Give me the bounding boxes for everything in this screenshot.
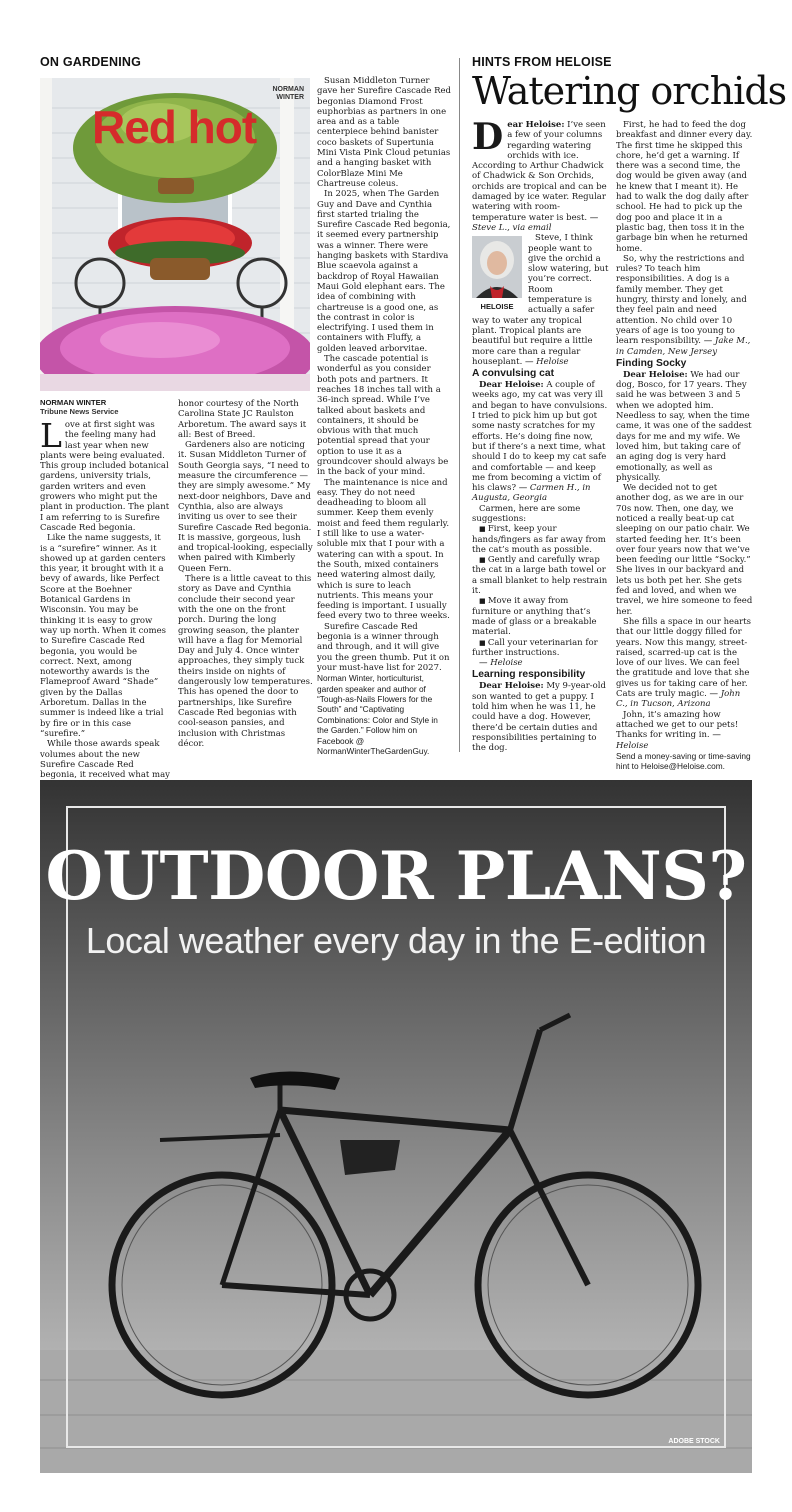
bullet-item: ■ Move it away from furniture or anything that’s made of glass or a breakable material. [472, 596, 609, 637]
paragraph: The cascade potential is wonderful as you consider both pots and partners. It reaches 18 inches tall with a 36-inch spread. While I’ve talked about baskets and containers, it should be obvious with that much potential spread that your option to use it as a groundcover should always be in the back of your mind. [317, 354, 449, 478]
send-hint-note: Send a money-saving or time-saving hint to Heloise@Heloise.com. [616, 750, 751, 772]
bullet-item: ■ First, keep your hands/fingers as far away from the cat’s mouth as possible. [472, 524, 609, 555]
paragraph: Dear Heloise: My 9-year-old son wanted to get a puppy. I told him when he was 11, he could have a dog. However, there’d be certain duties and responsibilities pertaining to the dog. [472, 681, 606, 754]
paragraph: Steve, I think people want to give the orchid a slow watering, but you’re correct. Room temperature is actually a safer way to water any tropical plant. Tropical plants are beautiful but require a little more care than a regular houseplant. — Heloise [472, 233, 609, 367]
heloise-column-2 [616, 120, 753, 772]
drop-cap: L [40, 416, 62, 455]
photo-credit: NORMAN WINTER [272, 86, 304, 101]
paragraph: John, it’s amazing how attached we get to our pets! Thanks for writing in. — Heloise [616, 709, 739, 751]
paragraph: She fills a space in our hearts that our little doggy filled for years. Now this mangy, street-raised, scarred-up cat is the love of our lives. We can feel the gratitude and love that she gives us for taking care of her. Cats are truly magic. — John C., in Tucson, Arizona [616, 616, 751, 710]
author-bio: Norman Winter, horticulturist, garden speaker and author of “Tough-as-Nails Flowers for the South” and “Captivating Combinations: Color and Style in the Garden.” Follow him on Facebook @ NormanWinterTheGardenGuy. [317, 673, 438, 757]
paragraph: While those awards speak volumes about the new Surefire Cascade Red begonia, it received what may [40, 739, 170, 781]
paragraph: Love at first sight was the feeling many had last year when new plants were being evaluated. This group included botanical gardens, university trials, garden writers and even growers who might put the plant in production. The plant I am referring to is Surefire Cascade Red begonia. [40, 416, 170, 533]
ad-subhead: Local weather every day in the E-edition [85, 920, 707, 961]
paragraph: We decided not to get another dog, as we are in our 70s now. Then, one day, we noticed a really beat-up cat sleeping on our patio chair. We started feeding her. It’s been over four years now that we’ve been feeding our little “Socky.” She lives in our backyard and lets us both pet her. She gets fed and loved, and when we travel, we hire someone to feed her. [616, 483, 753, 617]
article-title: Watering orchids [472, 69, 787, 113]
bullet-item: ■ Call your veterinarian for further instructions. [472, 638, 609, 659]
gardening-column-3 [317, 76, 451, 756]
paragraph: There is a little caveat to this story as Dave and Cynthia conclude their second year with the one on the front porch. During the long growing season, the planter will have a flag for Memorial Day and July 4. Once winter approaches, they simply tuck theirs inside on nights of dangerously low temperatures. This has opened the door to partnerships, like Surefire Cascade Red begonias with cool-season pansies, and inclusion with Christmas décor. [178, 574, 313, 749]
paragraph: Dear Heloise: I’ve seen a few of your columns regarding watering orchids with ice. According to Arthur Chadwick of Chadwick & Son Orchids, orchids are tropical and can be damaged by ice water. Regular watering with room-temperature water is best. — Steve L., via email [472, 116, 607, 233]
begonia-photo [40, 78, 310, 391]
paragraph: Gardeners also are noticing it. Susan Middleton Turner of South Georgia says, “I need to measure the circumference — they are simply awesome.” My next-door neighbors, Dave and Cynthia, also are always inviting us over to see their Surefire Cascade Red begonia. It is massive, gorgeous, lush and tropical-looking, especially when paired with Kimberly Queen Fern. [178, 440, 313, 574]
paragraph: Dear Heloise: We had our dog, Bosco, for 17 years. They said he was between 3 and 5 when we adopted him. Needless to say, when the time came, it was one of the saddest days for me and my wife. We loved him, but taking care of an aging dog is very hard emotionally, as well as physically. [616, 369, 752, 483]
heloise-portrait [472, 236, 522, 312]
byline-name: NORMAN WINTER [40, 398, 107, 407]
signature: — Heloise [479, 658, 523, 669]
gardening-column-2 [178, 399, 313, 749]
paragraph: So, why the restrictions and rules? To teach him responsibilities. A dog is a family member. They get hungry, thirsty and lonely, and they feel pain and need attention. No child over 10 years of age is too young to learn responsibility. — Jake M., in Camden, New Jersey [616, 253, 751, 357]
section-kicker-gardening: ON GARDENING [40, 55, 142, 69]
e-edition-weather-ad[interactable] [40, 780, 752, 1473]
paragraph: First, he had to feed the dog breakfast and dinner every day. The first time he skipped this chore, he’d get a warning. If there was a second time, the dog would be given away (and he knew that I meant it). He had to walk the dog daily after school. He had to pick up the dog poo and place it in a plastic bag, then toss it in the garbage bin when he returned home. [616, 120, 753, 254]
drop-cap: D [472, 116, 504, 158]
ad-headline: OUTDOOR PLANS? [45, 837, 747, 915]
paragraph: The maintenance is nice and easy. They do not need deadheading to bloom all summer. Keep them evenly moist and feed them regularly. I still like to use a water-soluble mix that I pour with a watering can with a spout. In the South, mixed containers need watering almost daily, which is sure to leach nutrients. This means your feeding is important. I usually feed every two to three weeks. [317, 477, 450, 622]
paragraph: honor courtesy of the North Carolina State JC Raulston Arboretum. The award says it all: Best of Breed. [178, 399, 307, 440]
portrait-caption: HELOISE [480, 302, 514, 312]
gardening-column-1 [40, 416, 170, 791]
paragraph: Susan Middleton Turner gave her Surefire Cascade Red begonias Diamond Frost euphorbias as partners in one area and as a table centerpiece behind banister coco baskets of Supertunia Mini Vista Pink Cloud petunias and a hanging basket with ColorBlaze Mini Me Chartreuse coleus. [317, 76, 451, 189]
ad-photo-credit: ADOBE STOCK [668, 1438, 720, 1445]
bullet-item: ■ Gently and carefully wrap the cat in a large bath towel or a small blanket to help restrain it. [472, 555, 609, 596]
photo-headline: Red hot [92, 101, 257, 153]
section-kicker-heloise: HINTS FROM HELOISE [472, 55, 612, 69]
subhead: A convulsing cat [472, 368, 555, 380]
paragraph: Dear Heloise: A couple of weeks ago, my cat was very ill and began to have convulsions. I tried to pick him up but got some nasty scratches for my efforts. He’s doing fine now, but if there’s a next time, what should I do to keep my cat safe and comfortable — and keep me from becoming a victim of his claws? — Carmen H., in Augusta, Georgia [472, 380, 608, 504]
paragraph: In 2025, when The Garden Guy and Dave and Cynthia first started trialing the Surefire Cascade Red begonia, it seemed every partnership was a winner. There were hanging baskets with Stardiva Blue scaevola against a backdrop of Royal Hawaiian Maui Gold elephant ears. The idea of combining with chartreuse is a good one, as the contrast in color is electrifying. I used them in containers with Fluffy, a golden leaved arborvitae. [317, 189, 451, 354]
byline-org: Tribune News Service [40, 407, 119, 416]
byline [40, 398, 200, 416]
subhead: Learning responsibility [472, 669, 586, 681]
paragraph: Like the name suggests, it is a “surefire” winner. As it showed up at garden centers this year, it brought with it a bevy of awards, like Perfect Score at the Boehner Botanical Gardens in Wisconsin. You may be thinking it is easy to grow way up north. When it comes to Surefire Cascade Red begonia, you would be correct. Next, among noteworthy awards is the Flameproof Award “Shade” given by the Dallas Arboretum. Dallas in the summer is indeed like a trial by fire or in this case “surefire.” [40, 533, 166, 739]
subhead: Finding Socky [616, 357, 687, 369]
paragraph: Surefire Cascade Red begonia is a winner through and through, and it will give you the green thumb. Put it on your must-have list for 2027. [317, 621, 450, 673]
heloise-column-1 [472, 116, 609, 754]
paragraph: Carmen, here are some suggestions: [472, 503, 581, 524]
column-divider [459, 58, 460, 752]
